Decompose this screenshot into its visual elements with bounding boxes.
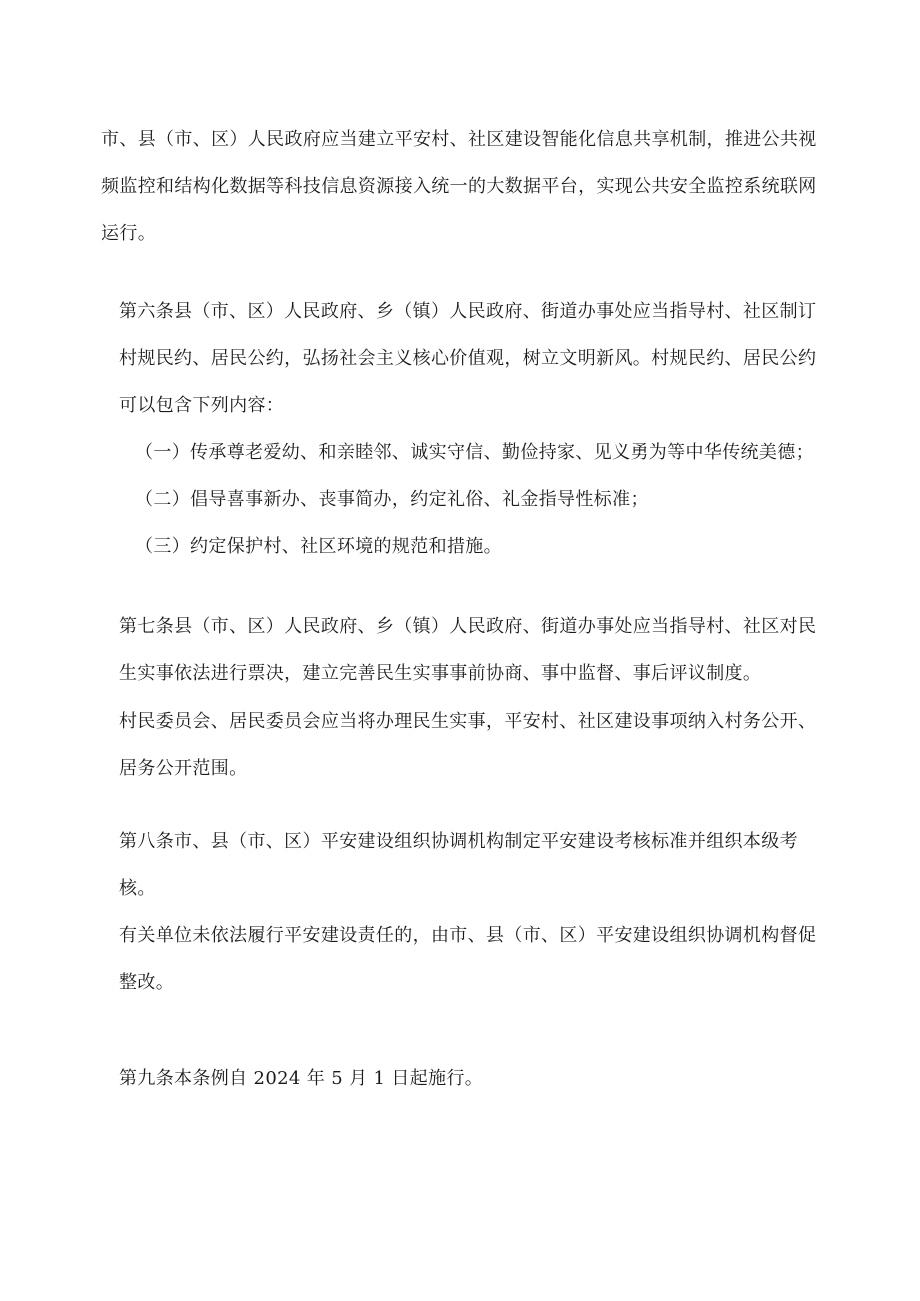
article-7-paragraph-2: 村民委员会、居民委员会应当将办理民生实事，平安村、社区建设事项纳入村务公开、居务公开范围。 [119,711,817,779]
article-6-item-3: （三）约定保护村、社区环境的规范和措施。 [135,536,502,557]
article-9: 第九条本条例自 2024 年 5 月 1 日起施行。 [119,1068,484,1089]
article-6-item-1: （一）传承尊老爱幼、和亲睦邻、诚实守信、勤俭持家、见义勇为等中华传统美德； [135,442,814,463]
article-8-paragraph-2: 有关单位未依法履行平安建设责任的，由市、县（市、区）平安建设组织协调机构督促整改。 [119,925,817,993]
article-8: 第八条市、县（市、区）平安建设组织协调机构制定平安建设考核标准并组织本级考核。 [119,831,798,899]
paragraph-smart-info-sharing: 市、县（市、区）人民政府应当建立平安村、社区建设智能化信息共享机制，推进公共视频监控和结构化数据等科技信息资源接入统一的大数据平台，实现公共安全监控系统联网运行。 [101,129,817,244]
article-7: 第七条县（市、区）人民政府、乡（镇）人民政府、街道办事处应当指导村、社区对民生实事依法进行票决，建立完善民生实事事前协商、事中监督、事后评议制度。 [119,616,817,684]
article-6: 第六条县（市、区）人民政府、乡（镇）人民政府、街道办事处应当指导村、社区制订村规民约、居民公约，弘扬社会主义核心价值观，树立文明新风。村规民约、居民公约可以包含下列内容： [119,301,817,416]
article-6-item-2: （二）倡导喜事新办、丧事简办，约定礼俗、礼金指导性标准； [135,489,649,510]
